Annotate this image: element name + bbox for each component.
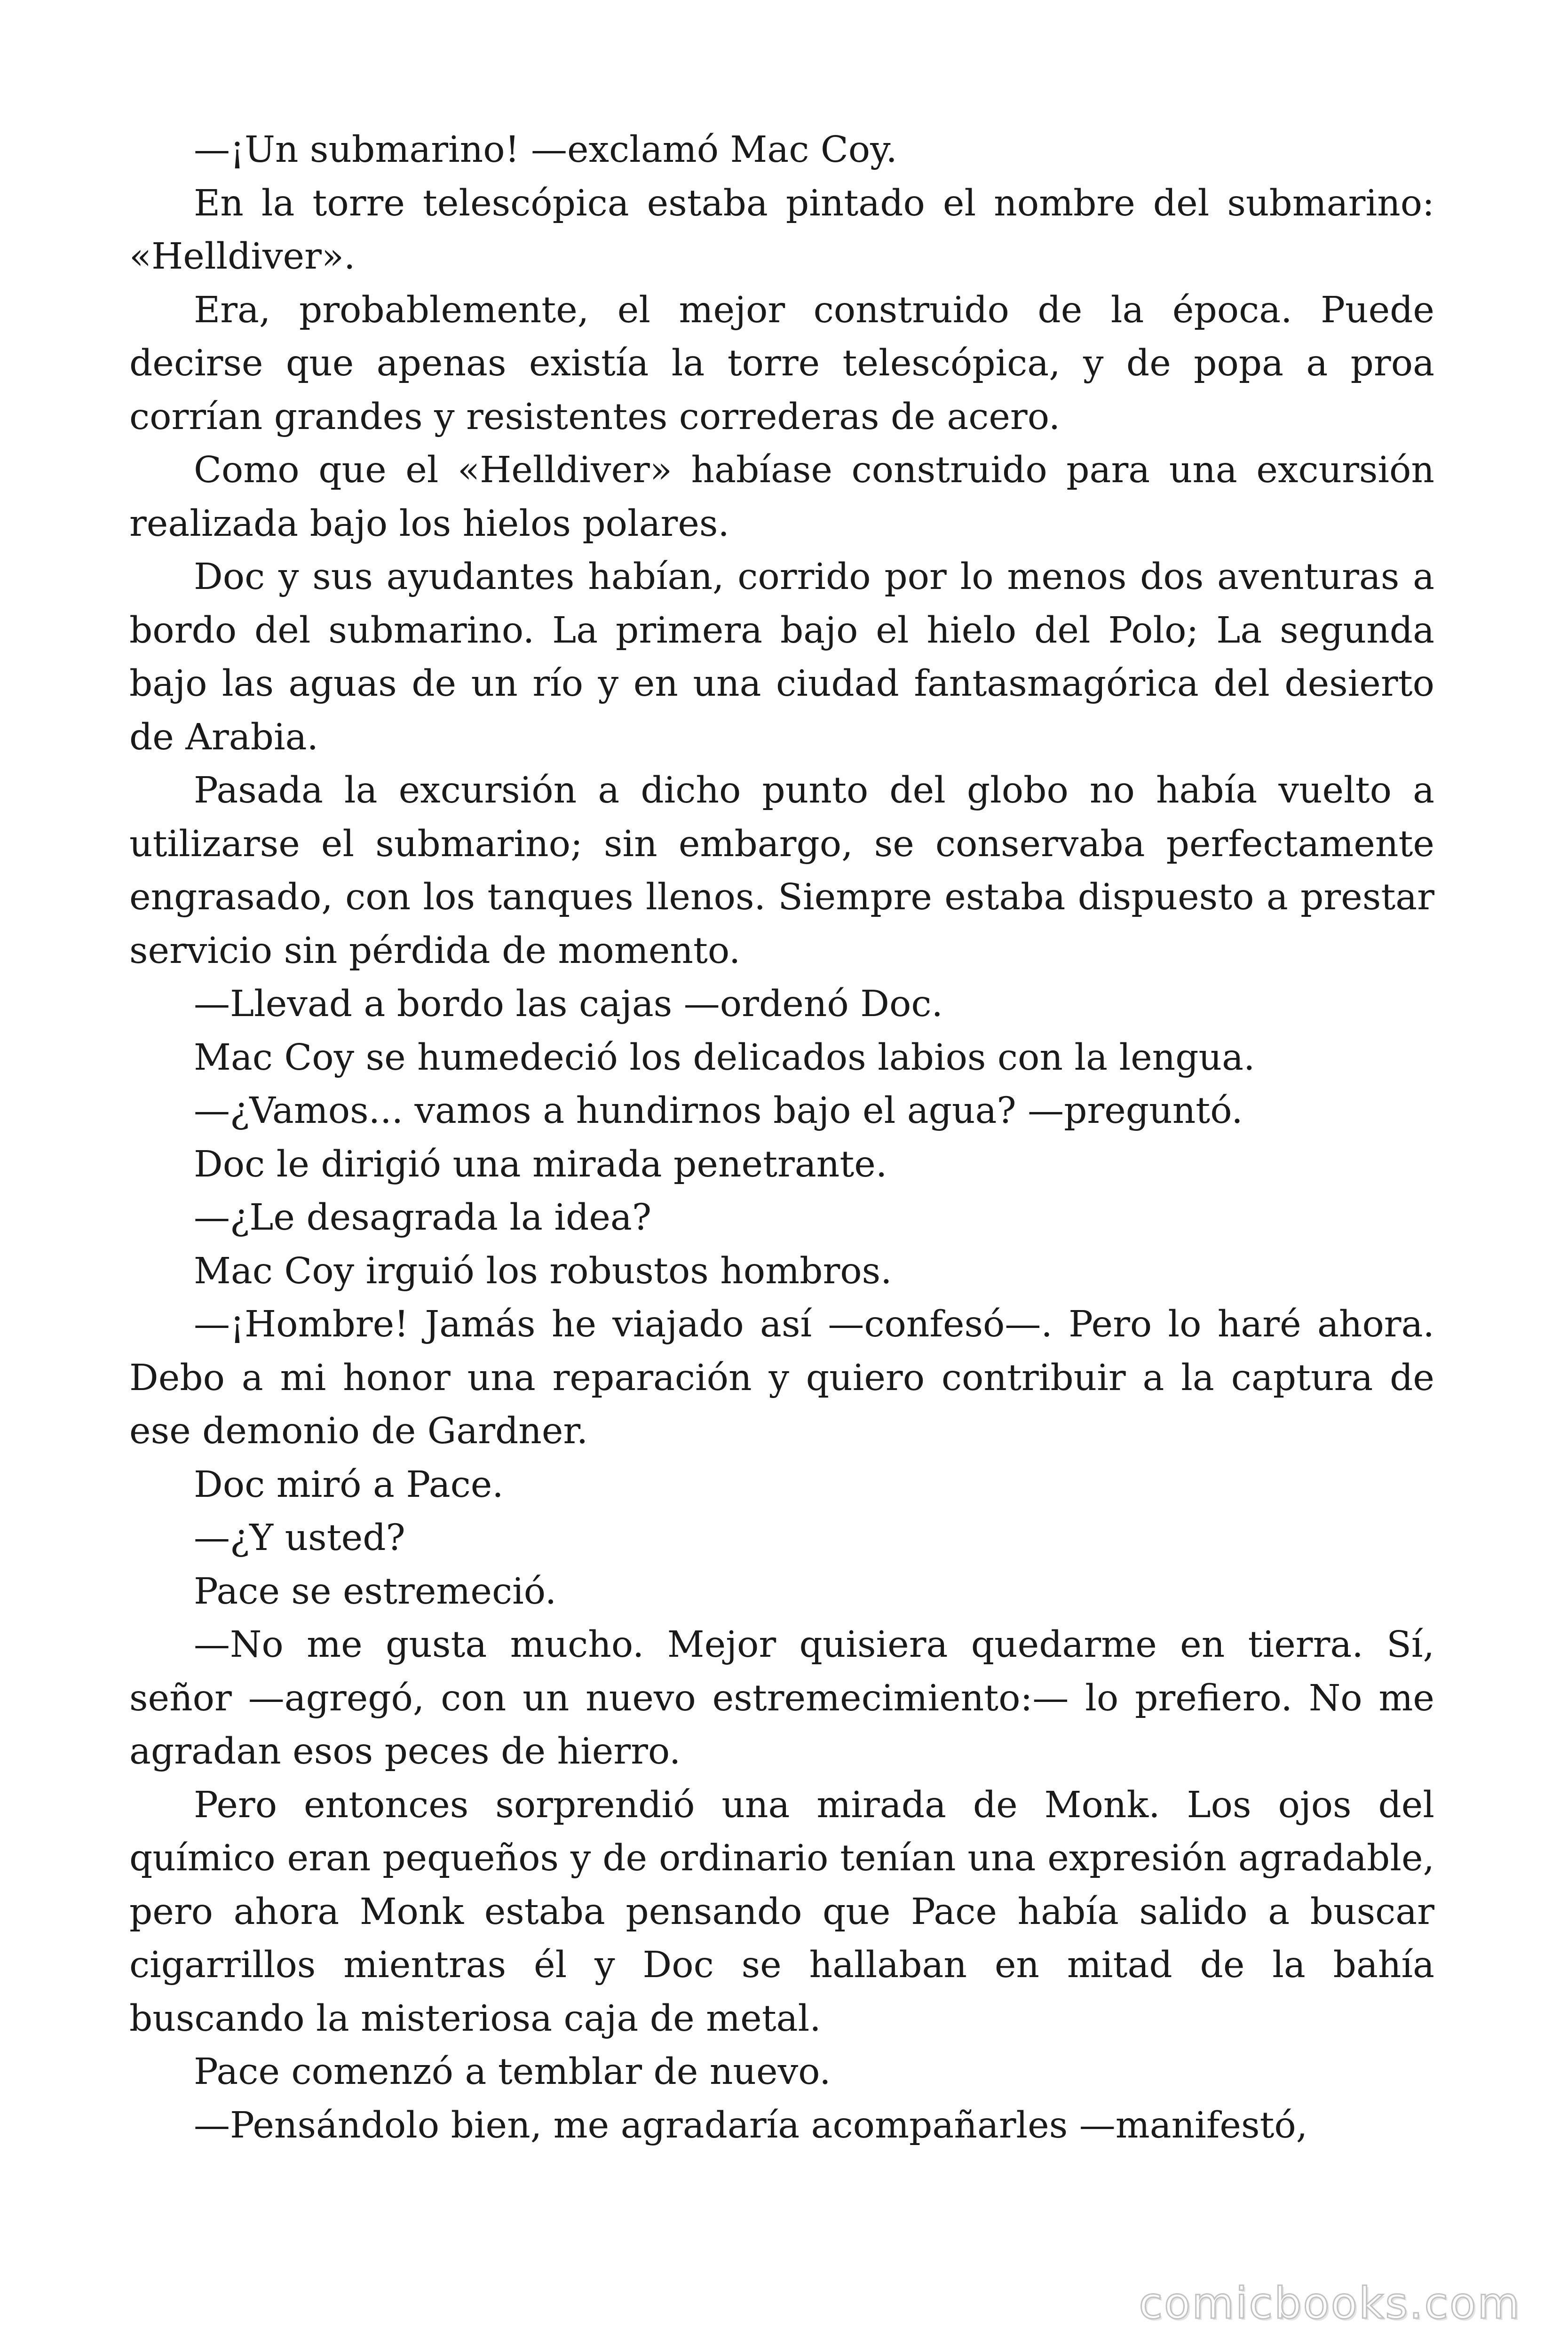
paragraph: Doc y sus ayudantes habían, corrido por lo menos dos aventuras a bordo del submarino. La primera bajo el hielo del Polo; La segunda bajo las aguas de un río y en una ciudad fantasmagórica del desierto de Arabia. (129, 556, 1434, 758)
paragraph: —Pensándolo bien, me agradaría acompañarles —manifestó, (194, 2104, 1308, 2146)
paragraph: —¡Hombre! Jamás he viajado así —confesó—. Pero lo haré ahora. Debo a mi honor una reparación y quiero contribuir a la captura de ese demonio de Gardner. (129, 1303, 1434, 1452)
paragraph: —No me gusta mucho. Mejor quisiera quedarme en tierra. Sí, señor —agregó, con un nuevo estremecimiento:— lo prefiero. No me agradan esos peces de hierro. (129, 1624, 1434, 1772)
paragraph: Doc le dirigió una mirada penetrante. (194, 1143, 887, 1185)
paragraph: En la torre telescópica estaba pintado el nombre del submarino: «Helldiver». (129, 182, 1434, 278)
page-text-body (129, 123, 1434, 2152)
paragraph: Era, probablemente, el mejor construido de la época. Puede decirse que apenas existía la torre telescópica, y de popa a proa corrían grandes y resistentes correderas de acero. (129, 289, 1434, 438)
paragraph: Pace comenzó a temblar de nuevo. (194, 2051, 831, 2093)
paragraph: —¿Vamos... vamos a hundirnos bajo el agua? —preguntó. (194, 1090, 1243, 1132)
paragraph: —¿Le desagrada la idea? (194, 1197, 652, 1239)
paragraph: Mac Coy irguió los robustos hombros. (194, 1250, 892, 1292)
paragraph: —¡Un submarino! —exclamó Mac Coy. (194, 129, 897, 171)
paragraph: —Llevad a bordo las cajas —ordenó Doc. (194, 983, 943, 1025)
paragraph: Pace se estremeció. (194, 1570, 557, 1613)
paragraph: Pasada la excursión a dicho punto del globo no había vuelto a utilizarse el submarino; sin embargo, se conservaba perfectamente engrasado, con los tanques llenos. Siempre estaba dispuesto a prestar servicio sin pérdida de momento. (129, 770, 1434, 972)
paragraph: —¿Y usted? (194, 1517, 405, 1559)
paragraph: Doc miró a Pace. (194, 1463, 504, 1506)
paragraph: Como que el «Helldiver» habíase construido para una excursión realizada bajo los hielos polares. (129, 449, 1434, 545)
watermark: comicbooks.com (1139, 2278, 1521, 2328)
paragraph: Pero entonces sorprendió una mirada de Monk. Los ojos del químico eran pequeños y de ordinario tenían una expresión agradable, pero ahora Monk estaba pensando que Pace había salido a buscar cigarrillos mientras él y Doc se hallaban en mitad de la bahía buscando la misteriosa caja de metal. (129, 1784, 1434, 2040)
paragraph: Mac Coy se humedeció los delicados labios con la lengua. (194, 1036, 1255, 1079)
